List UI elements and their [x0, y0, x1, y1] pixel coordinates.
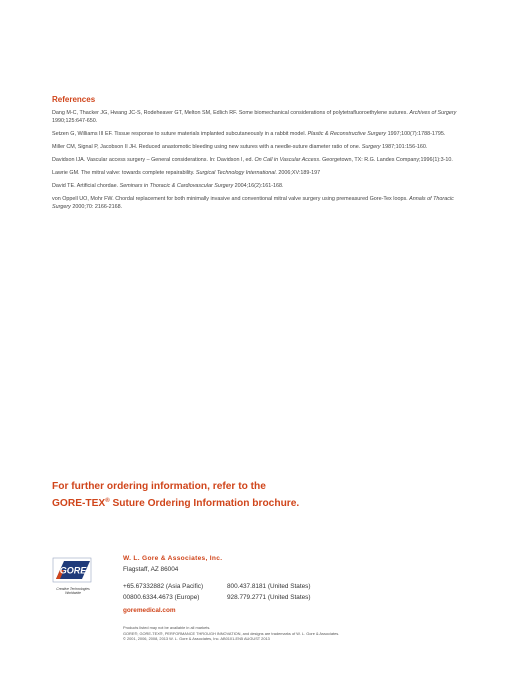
phone-asia-pacific: +65.67332882 (Asia Pacific) — [123, 583, 204, 590]
phone-us-1: 800.437.8181 (United States) — [227, 583, 311, 590]
reference-item — [52, 143, 472, 151]
reference-item — [52, 169, 472, 177]
reference-authors-title: Setzen G, Williams III EF. Tissue response to suture materials implanted subcutaneously in a rabbit model. — [52, 131, 308, 138]
background-watermark — [30, 4, 508, 62]
fine-print-availability: Products listed may not be available in all markets. — [123, 625, 211, 630]
ordering-info-callout — [52, 479, 472, 512]
reference-citation: . Georgetown, TX: R.G. Landes Company;1996(1):3-10. — [319, 156, 453, 163]
reference-item — [52, 109, 472, 126]
reference-journal: Archives of Surgery — [409, 110, 457, 116]
reference-citation: . 2006;XV:189-197 — [275, 169, 321, 176]
references-list — [52, 109, 472, 216]
reference-journal: Seminars in Thoracic & Cardiovascular Surgery — [119, 182, 234, 189]
reference-authors-title: Dang M-C, Thacker JG, Hwang JC-S, Rodeheaver GT, Melton SM, Edlich RF. Some biomechanical considerations of polytetrafluoroethylene sutures. — [52, 110, 410, 116]
phone-row — [123, 582, 311, 593]
logo-wordmark: GORE — [59, 565, 87, 576]
callout-line-2 — [52, 496, 472, 513]
reference-citation: 1990;125:647-650. — [52, 118, 98, 125]
logo-tagline: Creative Technologies Worldwide — [56, 587, 90, 595]
reference-item — [52, 156, 472, 164]
fine-print-copyright: © 2001, 2006, 2008, 2013 W. L. Gore & Associates, Inc. AB0101-EN5 AUGUST 2013 — [123, 636, 270, 642]
reference-journal: Annals of Thoracic Surgery — [52, 195, 454, 210]
website-link[interactable]: goremedical.com — [123, 607, 176, 614]
company-name: W. L. Gore & Associates, Inc. — [123, 555, 223, 562]
reference-authors-title: Davidson IJA. Vascular access surgery – General considerations. In: Davidson I, ed. — [52, 156, 255, 163]
reference-authors-title: Miller CM, Signal P, Jacobson II JH. Reduced anastomotic bleeding using new sutures with a needle-suture diameter ratio of one. — [52, 144, 362, 151]
reference-journal: Plastic & Reconstructive Surgery — [307, 131, 387, 138]
callout-brochure-text: Suture Ordering Information brochure. — [109, 497, 300, 509]
callout-line-1: For further ordering information, refer to the — [52, 481, 266, 492]
reference-item — [52, 130, 472, 138]
reference-journal: Surgical Technology International — [195, 169, 276, 176]
phone-row — [123, 593, 311, 604]
reference-authors-title: von Oppell UO, Mohr FW. Chordal replacement for both minimally invasive and conventional mitral valve surgery using premeasured Gore-Tex loops. — [52, 195, 410, 202]
reference-citation: 2004;16(2):161-168. — [233, 182, 284, 189]
gore-logo — [52, 555, 92, 585]
phone-us-2: 928.779.2771 (United States) — [227, 593, 311, 601]
callout-registered-mark: ® — [105, 497, 110, 504]
reference-authors-title: Lawrie GM. The mitral valve: towards complete repairability. — [52, 169, 196, 176]
phone-europe: 00800.6334.4673 (Europe) — [123, 593, 200, 601]
company-address: Flagstaff, AZ 86004 — [123, 566, 179, 573]
reference-journal: Surgery — [361, 144, 381, 151]
reference-citation: 1987;101:156-160. — [380, 144, 428, 151]
references-heading: References — [52, 95, 96, 104]
fine-print — [123, 625, 423, 642]
reference-authors-title: David TE. Artificial chordae. — [52, 182, 120, 189]
reference-item — [52, 182, 472, 190]
callout-brand: GORE-TEX — [52, 497, 106, 509]
reference-item — [52, 195, 472, 212]
reference-journal: On Call in Vascular Access — [254, 156, 320, 163]
reference-citation: 2000;70: 2166-2168. — [70, 203, 123, 210]
reference-citation: 1997;100(7):1788-1795. — [386, 131, 446, 138]
phone-list — [123, 582, 311, 603]
fine-print-trademarks: GORE®, GORE-TEX®, PERFORMANCE THROUGH INNOVATION, and designs are trademarks of W. L. Gore & Associates. — [123, 630, 340, 636]
